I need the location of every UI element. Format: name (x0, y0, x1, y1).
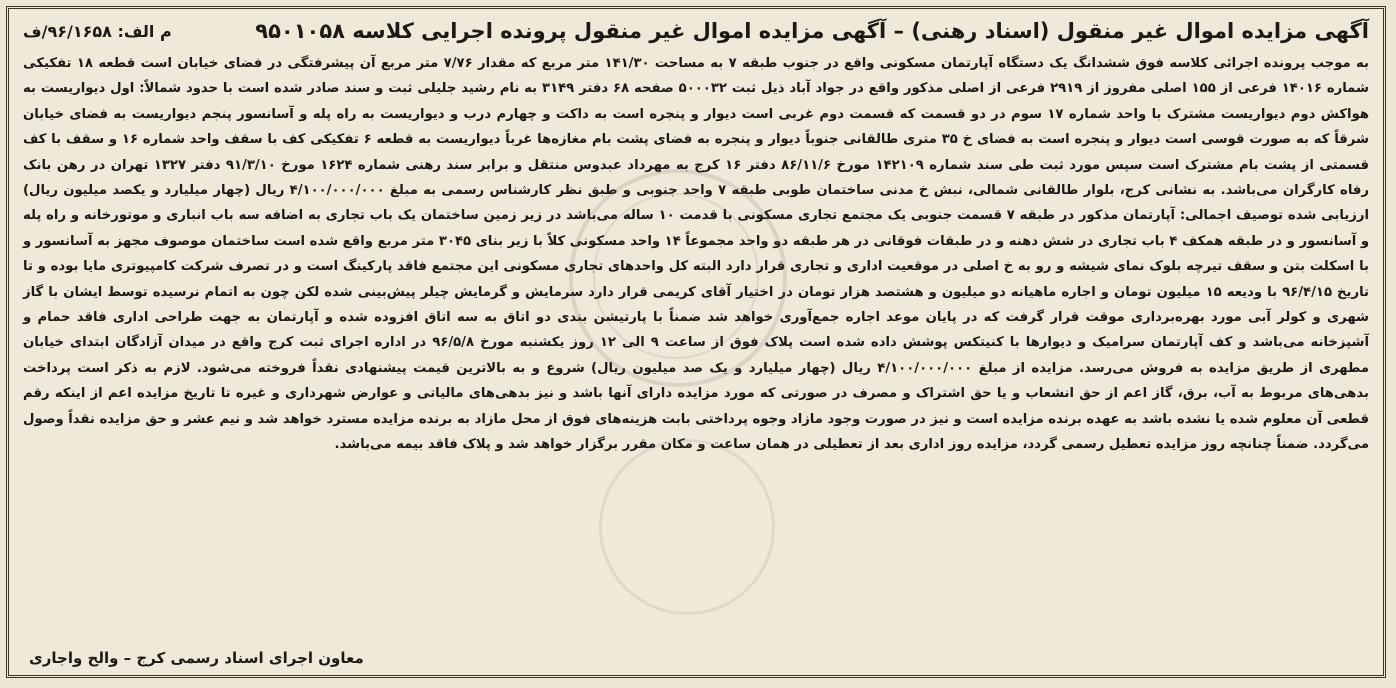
stamp-mark-lower (599, 439, 775, 615)
notice-reference: م الف: ۹۶/۱۶۵۸/ف (23, 21, 172, 41)
notice-body: به موجب پرونده اجرائی کلاسه فوق ششدانگ یک دستگاه آپارتمان مسکونی واقع در جنوب طبقه ۷ به مساحت ۱۴۱/۳۰ متر مربع که مقدار ۷/۷۶ متر مربع آن پیشرفتگی در فضای خیابان است قطعه ۱۸ تفکیکی شماره ۱۴۰۱۶ فرعی از ۱۵۵ اصلی مفروز از ۲۹۱۹ فرعی از اصلی مذکور واقع در جواد آباد ذیل ثبت ۵۰۰۰۳۲ صفحه ۶۸ دفتر ۳۱۴۹ به نام رشید جلیلی ثبت و سند صادر شده است با حدود شمالاً: اول دیواریست به هواکش دوم دیواریست مشترک با واحد شماره ۱۷ سوم در دو قسمت که قسمت دوم غربی است دیوار و پنجره است به داکت و چهارم درب و دیواریست به راه پله و آسانسور پنجم دیواریست به فضای خیابان شرقاً که به صورت قوسی است دیوار و پنجره است به فضای خ ۳۵ متری طالقانی جنوباً دیوار و پنجره به فضای پشت بام مغازه‌ها غرباً دیواریست به قطعه ۶ تفکیکی کف با سقف واحد شماره ۱۶ و سقف با کف قسمتی از پشت بام مشترک است سپس مورد ثبت طی سند شماره ۱۴۲۱۰۹ مورخ ۸۶/۱۱/۶ دفتر ۱۶ کرج به مهرداد عبدوس منتقل و برابر سند رهنی شماره ۱۶۲۴ مورخ ۹۱/۳/۱۰ دفتر ۱۳۲۷ تهران در رهن بانک رفاه کارگران می‌باشد. به نشانی کرج، بلوار طالقانی شمالی، نبش خ مدنی ساختمان طوبی طبقه ۷ واحد جنوبی و طبق نظر کارشناس رسمی به مبلغ ۴/۱۰۰/۰۰۰/۰۰۰ ریال (چهار میلیارد و یکصد میلیون ریال) ارزیابی شده توصیف اجمالی: آپارتمان مذکور در طبقه ۷ قسمت جنوبی یک مجتمع تجاری مسکونی با قدمت ۱۰ ساله می‌باشد در زیر زمین ساختمان یک باب تجاری به اضافه سه باب انباری و موتورخانه و راه پله و آسانسور و در طبقه همکف ۴ باب تجاری در شش دهنه و در طبقات فوقانی در هر طبقه دو واحد مجموعاً ۱۴ واحد مسکونی کلاً با زیر بنای ۳۰۴۵ متر مربع واقع شده است ساختمان موصوف مجهز به آسانسور و با اسکلت بتن و سقف تیرچه بلوک نمای شیشه و رو به خ اصلی در موقعیت اداری و تجاری قرار دارد البته کل واحدهای تجاری مسکونی این مجتمع فاقد پارکینگ است و در تصرف شرکت کامپیوتری مایا بوده و تا تاریخ ۹۶/۴/۱۵ با ودیعه ۱۵ میلیون تومان و اجاره ماهیانه دو میلیون و هشتصد هزار تومان در اختیار آقای کریمی قرار دارد سرمایش و گرمایش چیلر پیش‌بینی شده لکن چون به اتمام نرسیده توسط ایشان با گاز شهری و کولر آبی مورد بهره‌برداری موقت قرار گرفت که در پایان موعد اجاره جمع‌آوری خواهد شد ضمناً با پارتیشن بندی دو اتاق به سه اتاق افزوده شده و آپارتمان به جهت طراحی اداری فاقد حمام و آشپزخانه می‌باشد و کف آپارتمان سرامیک و دیوارها با کنیتکس پوشش داده شده است پلاک فوق از ساعت ۹ الی ۱۲ روز یکشنبه مورخ ۹۶/۵/۸ در اداره اجرای ثبت کرج واقع در میدان آزادگان ابتدای خیابان مطهری از طریق مزایده به فروش می‌رسد. مزایده از مبلغ ۴/۱۰۰/۰۰۰/۰۰۰ ریال (چهار میلیارد و یک صد میلیون ریال) شروع و به بالاترین قیمت پیشنهادی نقداً فروخته می‌شود. لازم به ذکر است پرداخت بدهی‌های مربوط به آب، برق، گاز اعم از حق انشعاب و یا حق اشتراک و مصرف در صورتی که مورد مزایده دارای آنها باشد و نیز بدهی‌های مالیاتی و عوارض شهرداری و غیره تا تاریخ مزایده اعم از اینکه رقم قطعی آن معلوم شده یا نشده باشد به عهده برنده مزایده است و نیز در صورت وجود مازاد وجوه پرداختی بابت هزینه‌های فوق از محل مازاد به برنده مزایده مسترد خواهد شد و نیم عشر و حق مزایده نقداً وصول می‌گردد. ضمناً چنانچه روز مزایده تعطیل رسمی گردد، مزایده روز اداری بعد از تعطیلی در همان ساعت و مکان مقرر برگزار خواهد شد و پلاک فاقد بیمه می‌باشد. (23, 56, 1370, 453)
notice-title: آگهی مزایده اموال غیر منقول (اسناد رهنی) – آگهی مزایده اموال غیر منقول پرونده اجرایی کلاسه ۹۵۰۱۰۵۸ (255, 19, 1369, 43)
auction-notice (6, 6, 1386, 678)
notice-signature: معاون اجرای اسناد رسمی کرج – والح واجاری (29, 649, 364, 667)
notice-header (23, 13, 1369, 49)
